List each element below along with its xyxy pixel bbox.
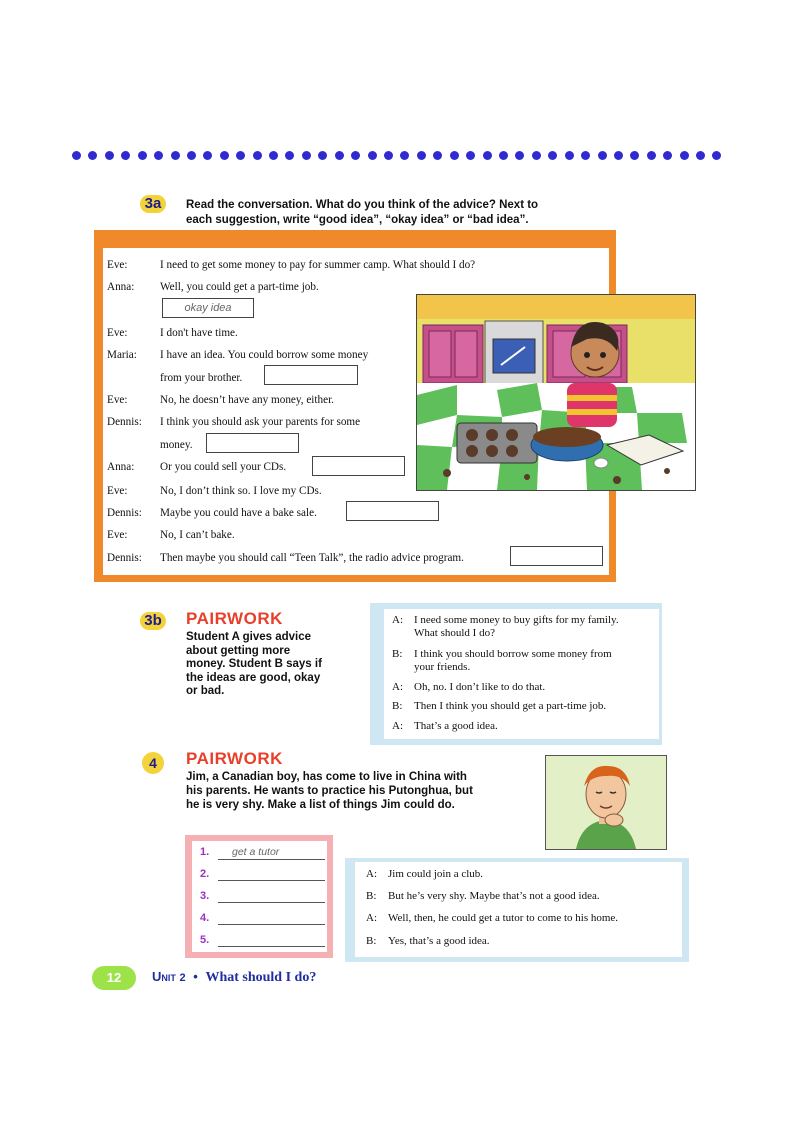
section-3a-instructions: [186, 198, 538, 228]
instruction-line: money. Student B says if: [186, 658, 322, 670]
speaker: Eve:: [107, 259, 128, 271]
speaker: Dennis:: [107, 507, 142, 519]
section-4-instructions: [186, 770, 473, 812]
dialog-speaker: A:: [392, 681, 403, 693]
speaker: Dennis:: [107, 416, 142, 428]
dialog-speaker: B:: [392, 700, 403, 712]
answer-box[interactable]: [312, 456, 405, 476]
conversation-line: I don't have time.: [160, 327, 238, 339]
dialog-text: Jim could join a club.: [388, 868, 484, 880]
conversation-line: No, I can’t bake.: [160, 529, 235, 541]
list-item-blank[interactable]: [218, 888, 325, 903]
instruction-line: Student A gives advice: [186, 631, 312, 643]
answer-box[interactable]: [206, 433, 299, 453]
instruction-line: his parents. He wants to practice his Putonghua, but: [186, 785, 473, 797]
list-item-blank[interactable]: [218, 866, 325, 881]
instruction-line: or bad.: [186, 685, 225, 697]
girl-baking-image: [417, 295, 695, 490]
section-3b-badge: 3b: [140, 612, 166, 630]
instruction-line: Read the conversation. What do you think of the advice? Next to: [186, 199, 539, 211]
answer-box-example: okay idea: [162, 298, 254, 318]
instruction-line: each suggestion, write “good idea”, “okay idea” or “bad idea”.: [186, 214, 529, 226]
section-4-badge: 4: [142, 752, 164, 774]
instruction-line: the ideas are good, okay: [186, 671, 321, 684]
list-number: 3.: [200, 890, 210, 902]
section-3b-instructions: [186, 631, 322, 699]
dialog-text: I think you should borrow some money from: [414, 648, 612, 660]
dialog-text: I need some money to buy gifts for my family.: [414, 614, 619, 626]
speaker: Dennis:: [107, 552, 142, 564]
conversation-line: I think you should ask your parents for some: [160, 416, 361, 428]
dotted-divider: [72, 151, 722, 163]
conversation-line: from your brother.: [160, 372, 243, 384]
dialog-speaker: A:: [392, 614, 403, 626]
unit-number: 2: [179, 972, 186, 984]
list-number: 5.: [200, 934, 210, 946]
dialog-text: Oh, no. I don’t like to do that.: [414, 681, 546, 693]
conversation-line: No, he doesn’t have any money, either.: [160, 394, 334, 406]
list-item-example: get a tutor: [218, 845, 325, 860]
speaker: Maria:: [107, 349, 137, 361]
instruction-line: he is very shy. Make a list of things Jim could do.: [186, 799, 455, 811]
speaker: Eve:: [107, 529, 128, 541]
dialog-text: That’s a good idea.: [414, 720, 498, 732]
answer-box[interactable]: [264, 365, 358, 385]
instruction-line: Jim, a Canadian boy, has come to live in China with: [186, 771, 467, 783]
dialog-speaker: B:: [366, 935, 377, 947]
conversation-line: I need to get some money to pay for summer camp. What should I do?: [160, 259, 476, 271]
dialog-speaker: A:: [366, 912, 377, 924]
dialog-text: Well, then, he could get a tutor to come to his home.: [388, 912, 619, 924]
unit-title: What should I do?: [205, 970, 317, 985]
dialog-text: Yes, that’s a good idea.: [388, 935, 490, 947]
page-number: 12: [92, 966, 136, 990]
dialog-text: But he’s very shy. Maybe that’s not a good idea.: [388, 890, 600, 902]
dialog-text: your friends.: [414, 661, 471, 673]
kitchen-illustration: [416, 294, 696, 491]
list-number: 2.: [200, 868, 210, 880]
dialog-text: Then I think you should get a part-time job.: [414, 700, 607, 712]
list-number: 4.: [200, 912, 210, 924]
conversation-line: Well, you could get a part-time job.: [160, 281, 319, 293]
conversation-line: I have an idea. You could borrow some money: [160, 349, 369, 361]
speaker: Eve:: [107, 485, 128, 497]
speaker: Eve:: [107, 327, 128, 339]
conversation-line: money.: [160, 439, 193, 451]
speaker: Eve:: [107, 394, 128, 406]
dialog-speaker: A:: [366, 868, 377, 880]
conversation-line: Then maybe you should call “Teen Talk”, the radio advice program.: [160, 552, 464, 564]
shy-boy-illustration: [545, 755, 667, 850]
conversation-line: No, I don’t think so. I love my CDs.: [160, 485, 322, 497]
dialog-speaker: B:: [366, 890, 377, 902]
section-3b-title: PAIRWORK: [186, 609, 283, 628]
unit-label: Unit: [152, 969, 176, 984]
dialog-speaker: A:: [392, 720, 403, 732]
speaker: Anna:: [107, 461, 135, 473]
answer-box[interactable]: [346, 501, 439, 521]
jim-image: [546, 756, 666, 849]
dialog-speaker: B:: [392, 648, 403, 660]
list-number: 1.: [200, 846, 210, 858]
instruction-line: about getting more: [186, 644, 291, 657]
running-footer: [152, 969, 316, 986]
section-3a-badge: 3a: [140, 195, 166, 213]
answer-box[interactable]: [510, 546, 603, 566]
conversation-line: Or you could sell your CDs.: [160, 461, 287, 473]
speaker: Anna:: [107, 281, 135, 293]
list-item-blank[interactable]: [218, 910, 325, 925]
dialog-text: What should I do?: [414, 627, 495, 639]
conversation-line: Maybe you could have a bake sale.: [160, 507, 317, 519]
list-item-blank[interactable]: [218, 932, 325, 947]
section-4-title: PAIRWORK: [186, 749, 283, 768]
footer-bullet: •: [193, 969, 198, 984]
